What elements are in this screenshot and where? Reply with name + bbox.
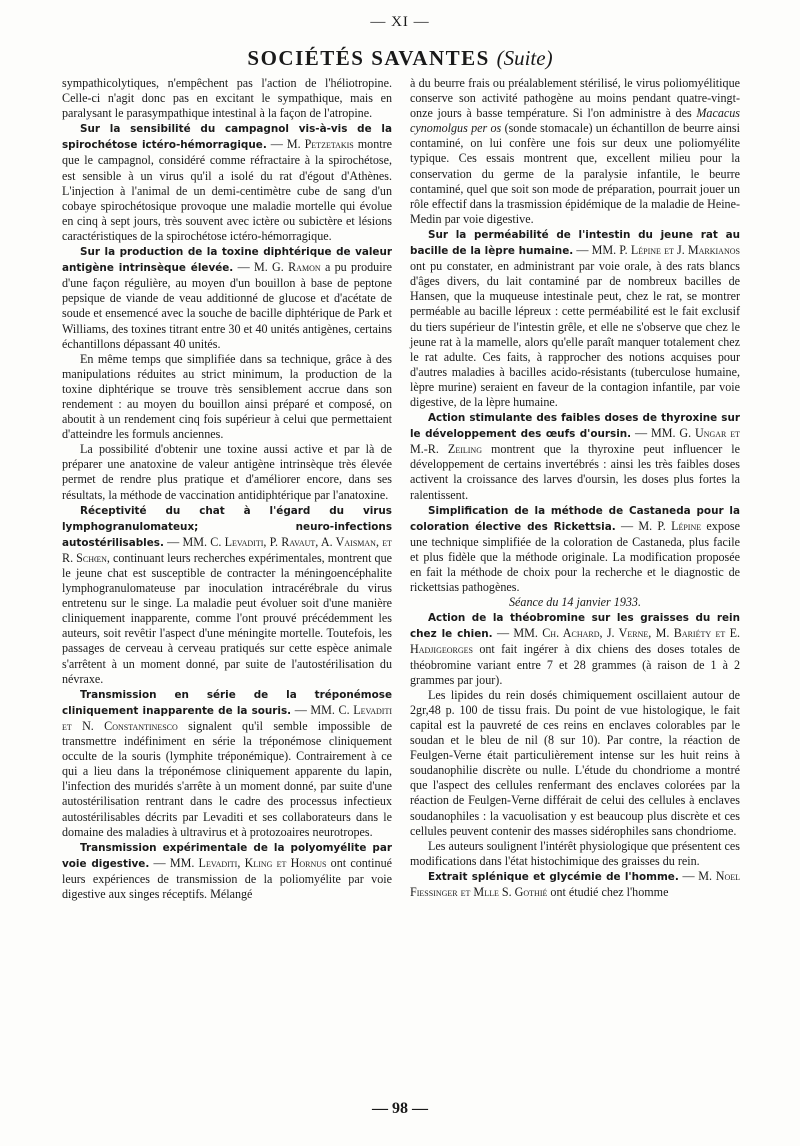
running-title-text: SOCIÉTÉS SAVANTES [247, 46, 490, 70]
abstract-heading: Réceptivité du chat à l'égard du virus lymphogranulomateux; neuro-infections autostérilisables. [62, 504, 392, 549]
species-name: Macacus cynomolgus per os [410, 106, 740, 136]
abstract-lepre [410, 227, 740, 410]
abstract-authors: — MM. Levaditi, Kling et Hornus [153, 855, 327, 870]
right-column [410, 76, 740, 900]
paragraph: La possibilité d'obtenir une toxine aussi active et par là de préparer une anatoxine de valeur antigène intrinsèque très élevée permet de rendre plus pratique et d'améliorer encore, dans ses résultats, la méthode de vaccination antidiphtérique par l'anatoxine. [62, 442, 392, 502]
abstract-polyomyelite [62, 840, 392, 902]
abstract-heading: Simplification de la méthode de Castaneda pour la coloration élective des Rickettsia. [410, 504, 740, 533]
abstract-body: montre que le campagnol, considéré comme réfractaire à la spirochétose, est sensible à un virus qu'il a isolé du rat d'égout d'Athènes. L'injection à l'animal de un demi-centimètre cube de sang d'un cobaye spirochétosique provoque une maladie mortelle qui évolue en cinq à sept jours, très souvent avec ictère ou subictère et lésions caractéristiques de la spirochétose ictéro-hémorragique. [62, 137, 392, 243]
abstract-authors: — MM. P. Lépine et J. Markianos [576, 243, 740, 258]
abstract-authors: — MM. G. Ungar et M.-R. Zeiling [410, 426, 741, 457]
abstract-thyroxine [410, 410, 740, 503]
abstract-body: a pu produire d'une façon régulière, au moyen d'un bouillon à base de peptone pepsique de viande de veau additionné de glucose et d'acétate de soude et ensemencé avec la souche de bacille diphtérique de Park et Williams, des toxines titrant entre 30 et 40 unités antigènes, certains échantillons dépassant 40 unités. [62, 260, 392, 351]
abstract-toxine [62, 244, 392, 352]
abstract-heading: Sur la sensibilité du campagnol vis-à-vis de la spirochétose ictéro-hémorragique. [62, 123, 392, 152]
abstract-heading: Transmission expérimentale de la polyomyélite par voie digestive. [62, 841, 392, 870]
abstract-authors: — M. Petzetakis [270, 137, 354, 152]
abstract-authors: — M. P. Lépine [620, 518, 702, 533]
abstract-treponemose [62, 687, 392, 840]
abstract-campagnol [62, 121, 392, 244]
abstract-body: ont fait ingérer à dix chiens des doses totales de théobromine variant entre 7 et 28 grammes (à raison de 1 à 2 grammes par jour). [410, 642, 740, 687]
abstract-body: signalent qu'il semble impossible de transmettre indéfiniment en série la tréponémose cliniquement occulte de la souris (lymphite tréponémique). Contrairement à ce qui a lieu dans la tréponémose cliniquement apparente du lapin, l'infection des muridés s'arrête à un moment donné, par suite d'une autostérilisation rentrant dans le cadre des processus infectieux autostérilisables décrits par Levaditi et ses collaborateurs dans le domaine des maladies à ultravirus et à protozoaires neurotropes. [62, 718, 392, 839]
abstract-heading: Action de la théobromine sur les graisses du rein chez le chien. [410, 612, 740, 641]
paragraph: En même temps que simplifiée dans sa technique, grâce à des manipulations réduites au strict minimum, la production de la toxine diphtérique se trouve très sensiblement accrue dans son rendement : au moyen du bouillon ainsi préparé et composé, on aboutit à un rendement cinq fois supérieur à celui que permettaient d'atteindre les formuls anciennes. [62, 351, 392, 442]
abstract-castaneda [410, 503, 740, 596]
paragraph: sympathicolytiques, n'empêchent pas l'action de l'héliotropine. Celle-ci n'agit donc pas en excitant le sympathique, mais en paralysant le parasympathique intestinal à la façon de l'atropine. [62, 76, 392, 121]
abstract-body: ont étudié chez l'homme [547, 884, 669, 899]
paragraph [410, 76, 740, 227]
abstract-chat [62, 503, 392, 687]
text: à du beurre frais ou préalablement stérilisé, le virus poliomyélitique conserve son activité pathogène au moins pendant quatre-vingt-onze jours à basse température. Si l'on administre à des [410, 76, 740, 121]
page-number: — 98 — [372, 1100, 428, 1117]
abstract-heading: Extrait splénique et glycémie de l'homme. [428, 870, 679, 883]
session-date: Séance du 14 janvier 1933. [509, 595, 641, 610]
abstract-authors: — M. G. Ramon [237, 260, 321, 275]
abstract-authors: — MM. C. Levaditi, P. Ravaut, A. Vaisman, et R. Schœn, [62, 534, 392, 565]
abstract-authors: — MM. Ch. Achard, J. Verne, M. Bariéty et E. Hadjigeorges [410, 626, 740, 657]
left-column [62, 76, 392, 902]
paragraph: Les auteurs soulignent l'intérêt physiologique que présentent ces modifications dans l'état histochimique des graisses du rein. [410, 838, 740, 868]
running-title-suffix: (Suite) [496, 46, 553, 70]
abstract-glycemie [410, 869, 740, 900]
abstract-authors: — M. Noel Fiessinger et Mlle S. Gothié [410, 868, 741, 899]
paragraph: Les lipides du rein dosés chimiquement oscillaient autour de 2gr,48 p. 100 de tissu frais. Du point de vue histologique, le fait capital est la pauvreté de ces reins en enclaves colorables par le soudan et le bleu de nil (8 sur 10). Par contre, la réaction de Feulgen-Verne était particulièrement intense sur les huit reins à soudanophilie discrète ou nulle. L'étude du chondriome a montré que l'aspect des cellules renfermant des enclaves colorées par la réaction de Feulgen-Verne différait de celui des cellules à enclaves soudanophiles : la vacuolisation y est beaucoup plus discrète et ces cellules peuvent contenir des masses sidérophiles sans chondriome. [410, 687, 740, 838]
abstract-heading: Transmission en série de la tréponémose cliniquement inapparente de la souris. [62, 688, 392, 717]
text: (sonde stomacale) un échantillon de beurre ainsi contaminé, on lui confère une fois sur deux une poliomyélite typique. Ces essais montrent que, excellent milieu pour la conservation du germe de la paralysie infantile, le beurre contaminé, quel que soit son mode de préparation, pourrait jouer un rôle effectif dans la trasmission épidémique de la maladie de Heine-Medin par voie digestive. [410, 121, 740, 226]
abstract-heading: Action stimulante des faibles doses de thyroxine sur le développement des œufs d'oursin. [410, 412, 740, 441]
abstract-body: ont continué leurs expériences de transmission de la poliomyélite par voie digestive aux singes réceptifs. Mélangé [62, 855, 392, 901]
abstract-body: continuant leurs recherches expérimentales, montrent que le jeune chat est susceptible de contracter la méningoencéphalite lymphogranulomateuse par inoculation intracérébrale du virus entretenu sur le singe. La maladie peut évoluer soit d'une manière cliniquement inapparente, comme l'ont prouvé précédemment les auteurs, soit revêtir l'aspect d'une méningite mortelle. Toutefois, les passages de cerveau à cerveau pratiqués sur cette espèce animale s'arrêtent à un moment donné, par suite de l'autostérilisation du névraxe. [62, 550, 392, 686]
roman-page-number: — XI — [370, 14, 430, 30]
abstract-authors: — MM. C. Levaditi et N. Constantinesco [62, 702, 393, 733]
abstract-heading: Sur la perméabilité de l'intestin du jeune rat au bacille de la lèpre humaine. [410, 228, 740, 258]
abstract-body: montrent que la thyroxine peut influencer le développement de certains invertébrés : ainsi les très faibles doses activent la croissance des larves d'oursin, les doses plus fortes la ralentissent. [410, 442, 741, 502]
abstract-heading: Sur la production de la toxine diphtérique de valeur antigène intrinsèque élevée. [62, 246, 392, 275]
abstract-body: expose une technique simplifiée de la coloration de Castaneda, plus facile et plus fidèle que la méthode originale. La modification proposée en fait la méthode de choix pour la recherche et le diagnostic de rickettsias pathogènes. [410, 518, 740, 595]
abstract-body: ont pu constater, en administrant par voie orale, à des rats blancs d'âges divers, du lait contaminé par de nombreux bacilles de Hansen, que la muqueuse intestinale peut, chez le rat, se montrer perméable au bacille lépreux : cette perméabilité est le fait exclusif du tiers supérieur de l'intestin grêle, et elle ne s'observe que chez le jeune rat à la mamelle, alors qu'elle paraît manquer totalement chez le rat adulte. Ces faits, à rapprocher des notions acquises pour d'autres maladies à bacilles acido-résistants (tuberculose humaine, lèpre murine) seraient en faveur de la contagion infantile, par voie digestive, de la lèpre humaine. [410, 259, 740, 409]
running-title [0, 46, 800, 71]
abstract-theobromine [410, 610, 740, 687]
